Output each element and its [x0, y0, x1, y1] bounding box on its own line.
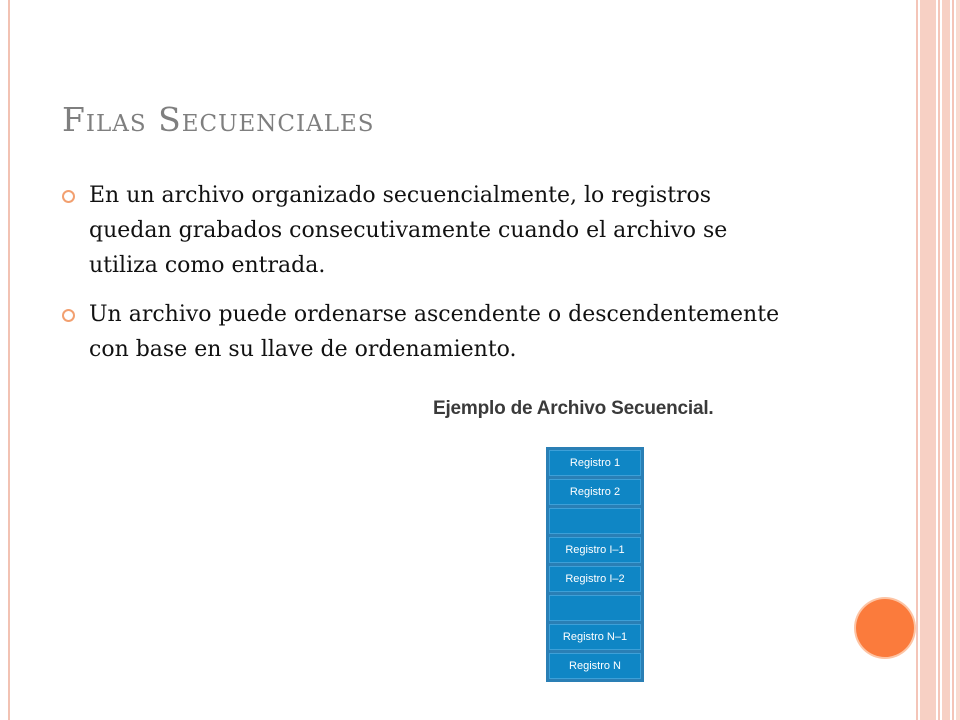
bullet-list — [62, 178, 782, 381]
figure-title: Ejemplo de Archivo Secuencial. — [433, 398, 714, 419]
registry-cell: Registro N–1 — [549, 624, 641, 650]
bullet-text: En un archivo organizado secuencialmente, lo registros quedan grabados consecutivamente cuando el archivo se utiliza como entrada. — [89, 183, 728, 278]
orange-circle-decoration — [856, 599, 914, 657]
registry-cell: Registro I–2 — [549, 566, 641, 592]
registry-cell: Registro 1 — [549, 450, 641, 476]
sequential-file-diagram — [546, 447, 644, 682]
bullet-text: Un archivo puede ordenarse ascendente o descendentemente con base en su llave de ordenamiento. — [89, 302, 780, 362]
registry-cell-empty — [549, 595, 641, 621]
bullet-item — [62, 297, 782, 367]
left-border-line — [8, 0, 10, 720]
right-decorative-stripes — [916, 0, 960, 720]
registry-cell-empty — [549, 508, 641, 534]
bullet-item — [62, 178, 782, 283]
bullet-circle-icon — [62, 309, 75, 322]
registry-cell: Registro 2 — [549, 479, 641, 505]
bullet-circle-icon — [62, 190, 75, 203]
slide-title: Filas Secuenciales — [62, 100, 375, 139]
registry-cell: Registro N — [549, 653, 641, 679]
registry-cell: Registro I–1 — [549, 537, 641, 563]
